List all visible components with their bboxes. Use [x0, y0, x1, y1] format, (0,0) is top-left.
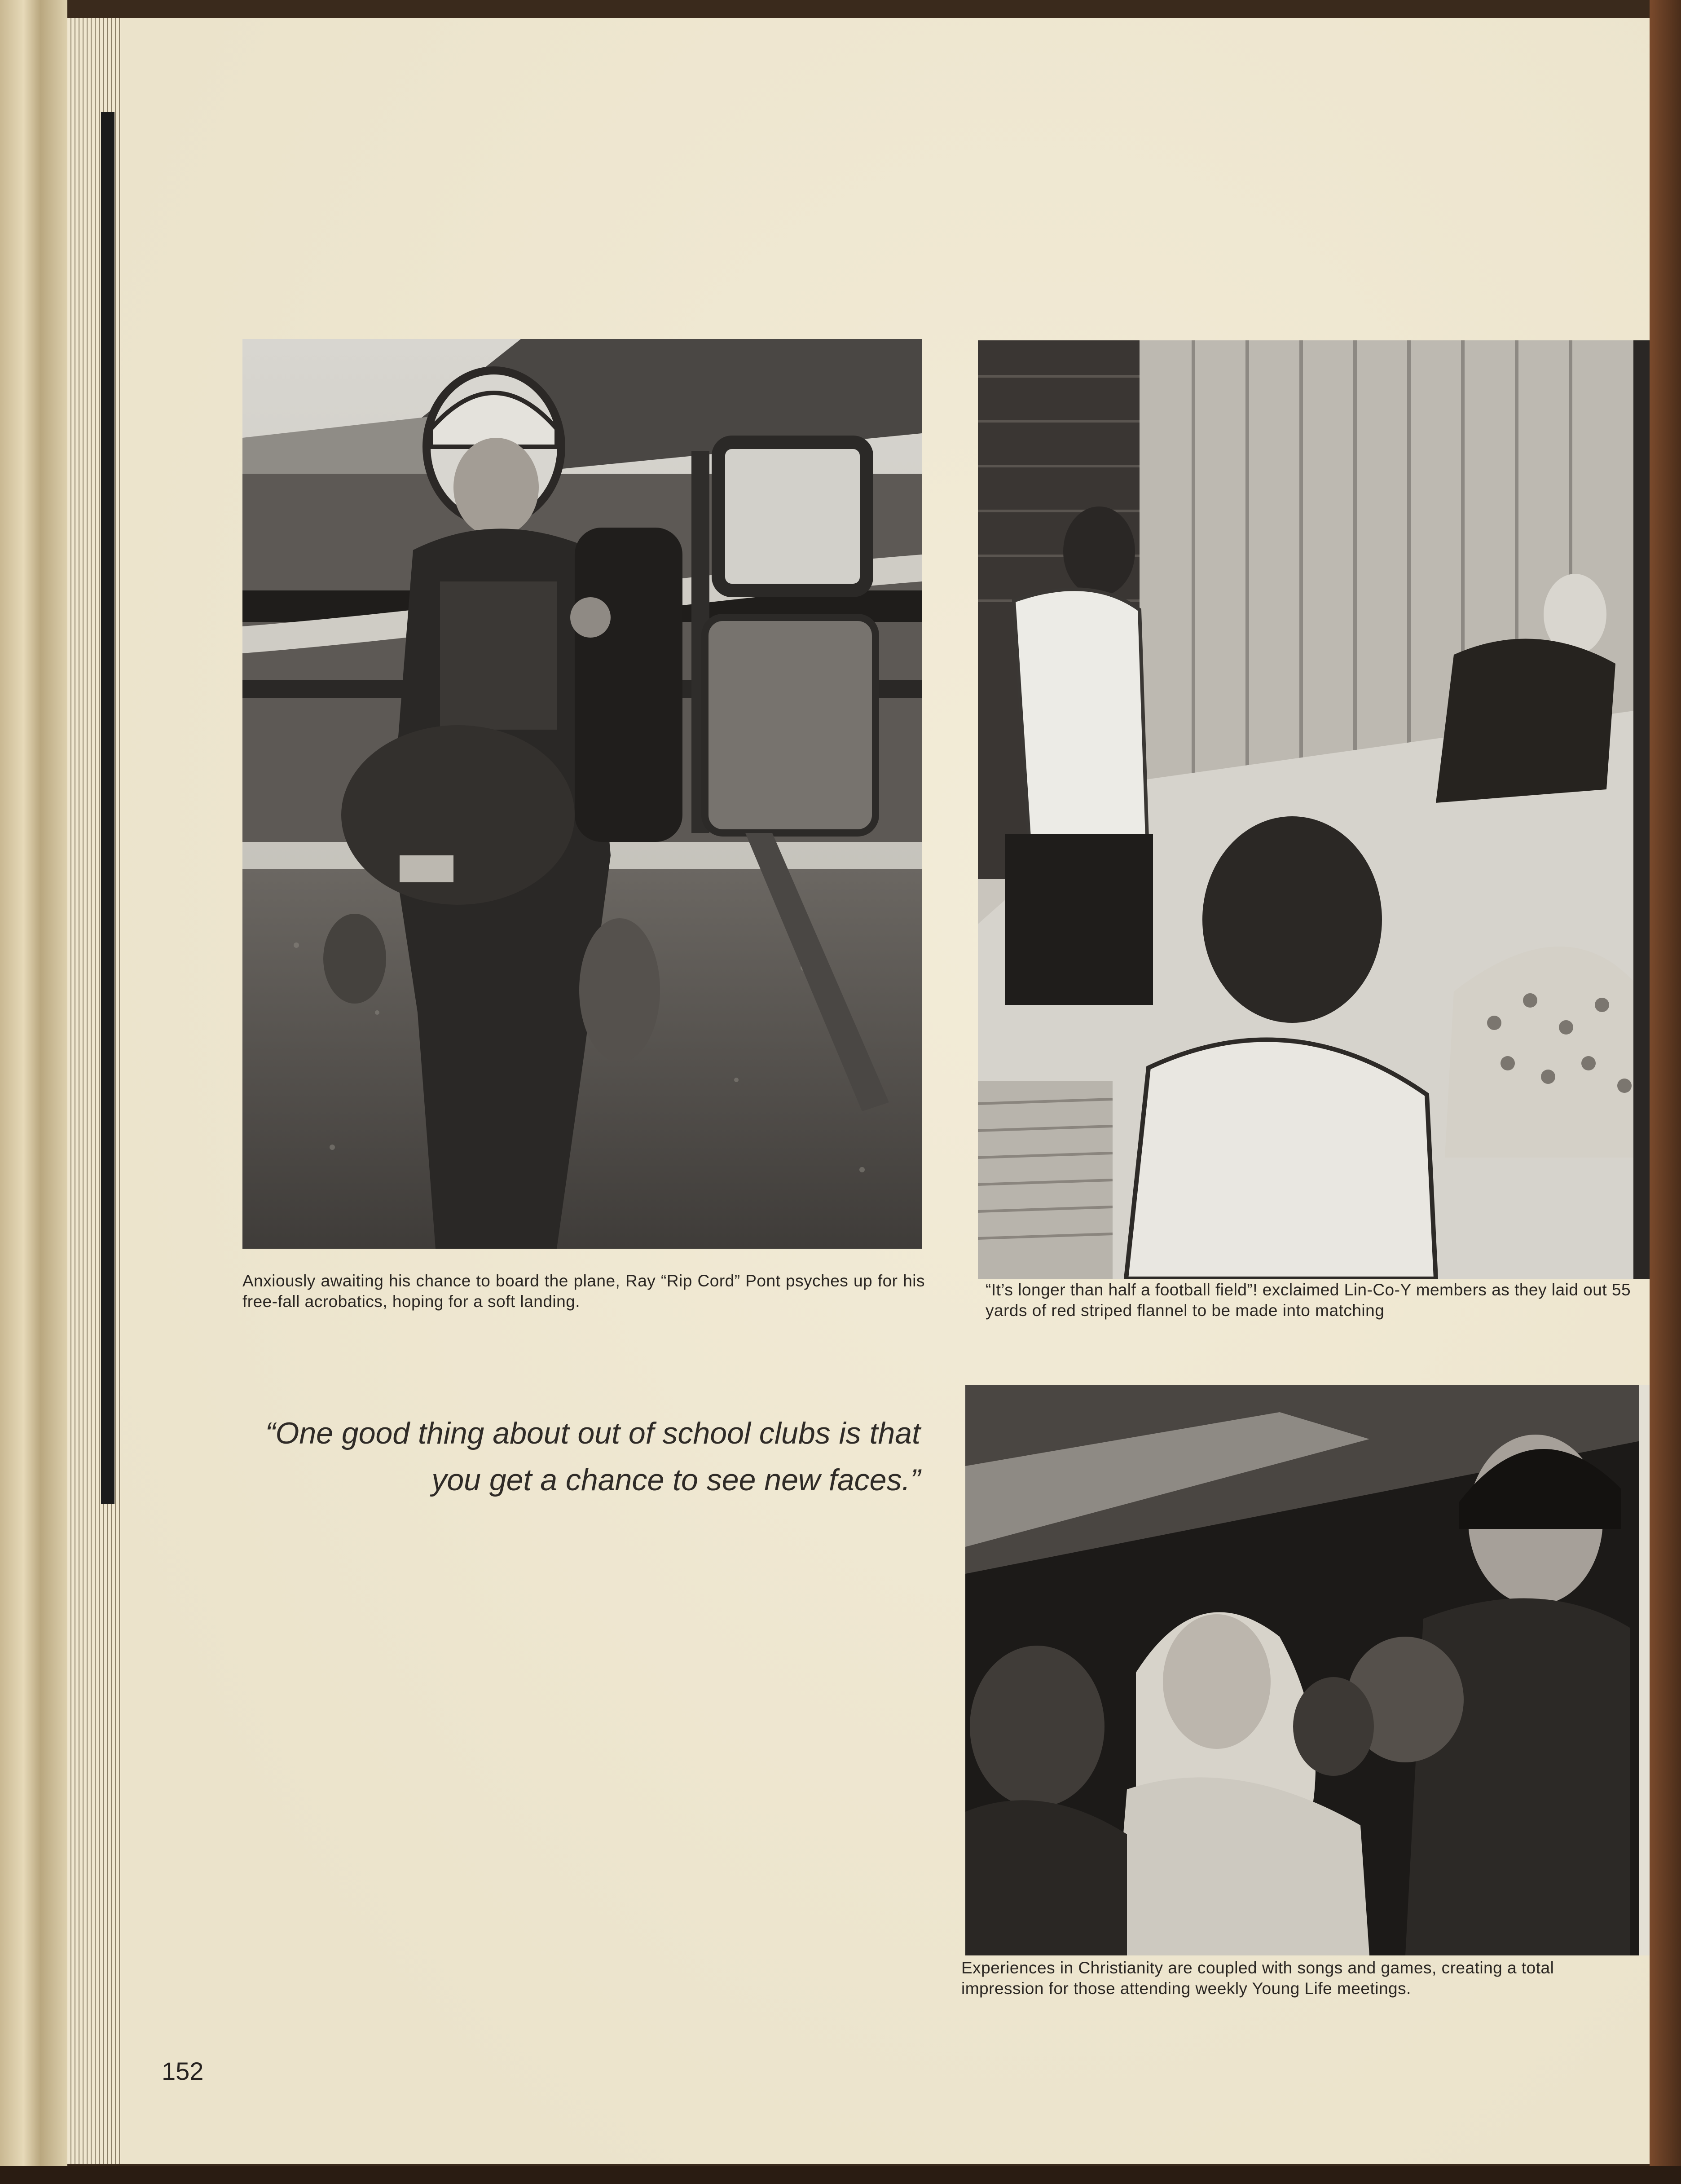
- photo-lockers-image: [978, 340, 1650, 1279]
- book-bottom-edge: [0, 2166, 1681, 2184]
- page-number: 152: [162, 2057, 204, 2085]
- pull-quote: “One good thing about out of school clubs is that you get a chance to see new faces.”: [265, 1416, 920, 1497]
- caption-youth-group: Experiences in Christianity are coupled with songs and games, creating a total impression for those attending weekly Young Life meetings.: [961, 1959, 1554, 1998]
- photo-lockers: [978, 340, 1650, 1279]
- book-spine: [0, 0, 67, 2184]
- photo-parachutist-image: [242, 339, 922, 1249]
- caption-parachutist: Anxiously awaiting his chance to board the plane, Ray “Rip Cord” Pont psyches up for his free-fall acrobatics, hoping for a soft landing.: [242, 1272, 925, 1311]
- photo-youth-group: [965, 1385, 1650, 1955]
- yearbook-page: [121, 18, 1650, 2164]
- caption-lockers: “It’s longer than half a football field”! exclaimed Lin-Co-Y members as they laid out 55 yards of red striped flannel to be made into matching: [986, 1281, 1631, 1320]
- page-edge-tab: [101, 112, 114, 1504]
- book-cover-edge: [1650, 0, 1681, 2184]
- photo-youth-group-image: [965, 1385, 1650, 1955]
- photo-parachutist: [242, 339, 922, 1249]
